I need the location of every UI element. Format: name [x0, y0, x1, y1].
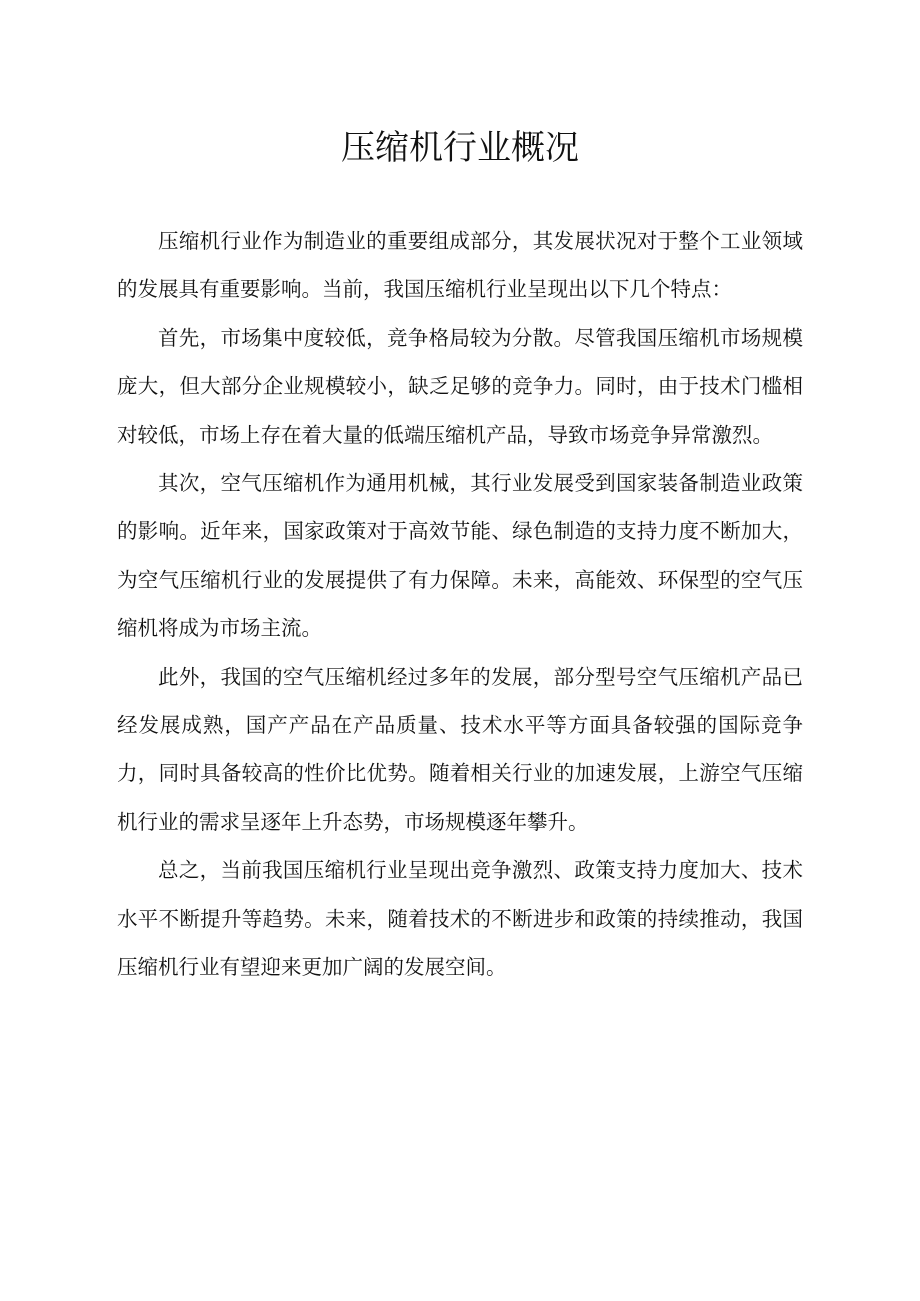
- paragraph-third-point: 此外，我国的空气压缩机经过多年的发展，部分型号空气压缩机产品已经发展成熟，国产产品在产品质量、技术水平等方面具备较强的国际竞争力，同时具备较高的性价比优势。随着相关行业的加速发展，上游空气压缩机行业的需求呈逐年上升态势，市场规模逐年攀升。: [117, 664, 803, 834]
- document-body: [117, 217, 803, 992]
- paragraph-second-point: 其次，空气压缩机作为通用机械，其行业发展受到国家装备制造业政策的影响。近年来，国家政策对于高效节能、绿色制造的支持力度不断加大，为空气压缩机行业的发展提供了有力保障。未来，高能效、环保型的空气压缩机将成为市场主流。: [117, 471, 803, 641]
- paragraph-first-point: 首先，市场集中度较低，竞争格局较为分散。尽管我国压缩机市场规模庞大，但大部分企业规模较小，缺乏足够的竞争力。同时，由于技术门槛相对较低，市场上存在着大量的低端压缩机产品，导致市场竞争异常激烈。: [117, 325, 803, 447]
- paragraph-conclusion: 总之，当前我国压缩机行业呈现出竞争激烈、政策支持力度加大、技术水平不断提升等趋势。未来，随着技术的不断进步和政策的持续推动，我国压缩机行业有望迎来更加广阔的发展空间。: [117, 858, 803, 980]
- paragraph-intro: 压缩机行业作为制造业的重要组成部分，其发展状况对于整个工业领域的发展具有重要影响。当前，我国压缩机行业呈现出以下几个特点：: [117, 229, 803, 302]
- document-title: 压缩机行业概况: [341, 128, 579, 168]
